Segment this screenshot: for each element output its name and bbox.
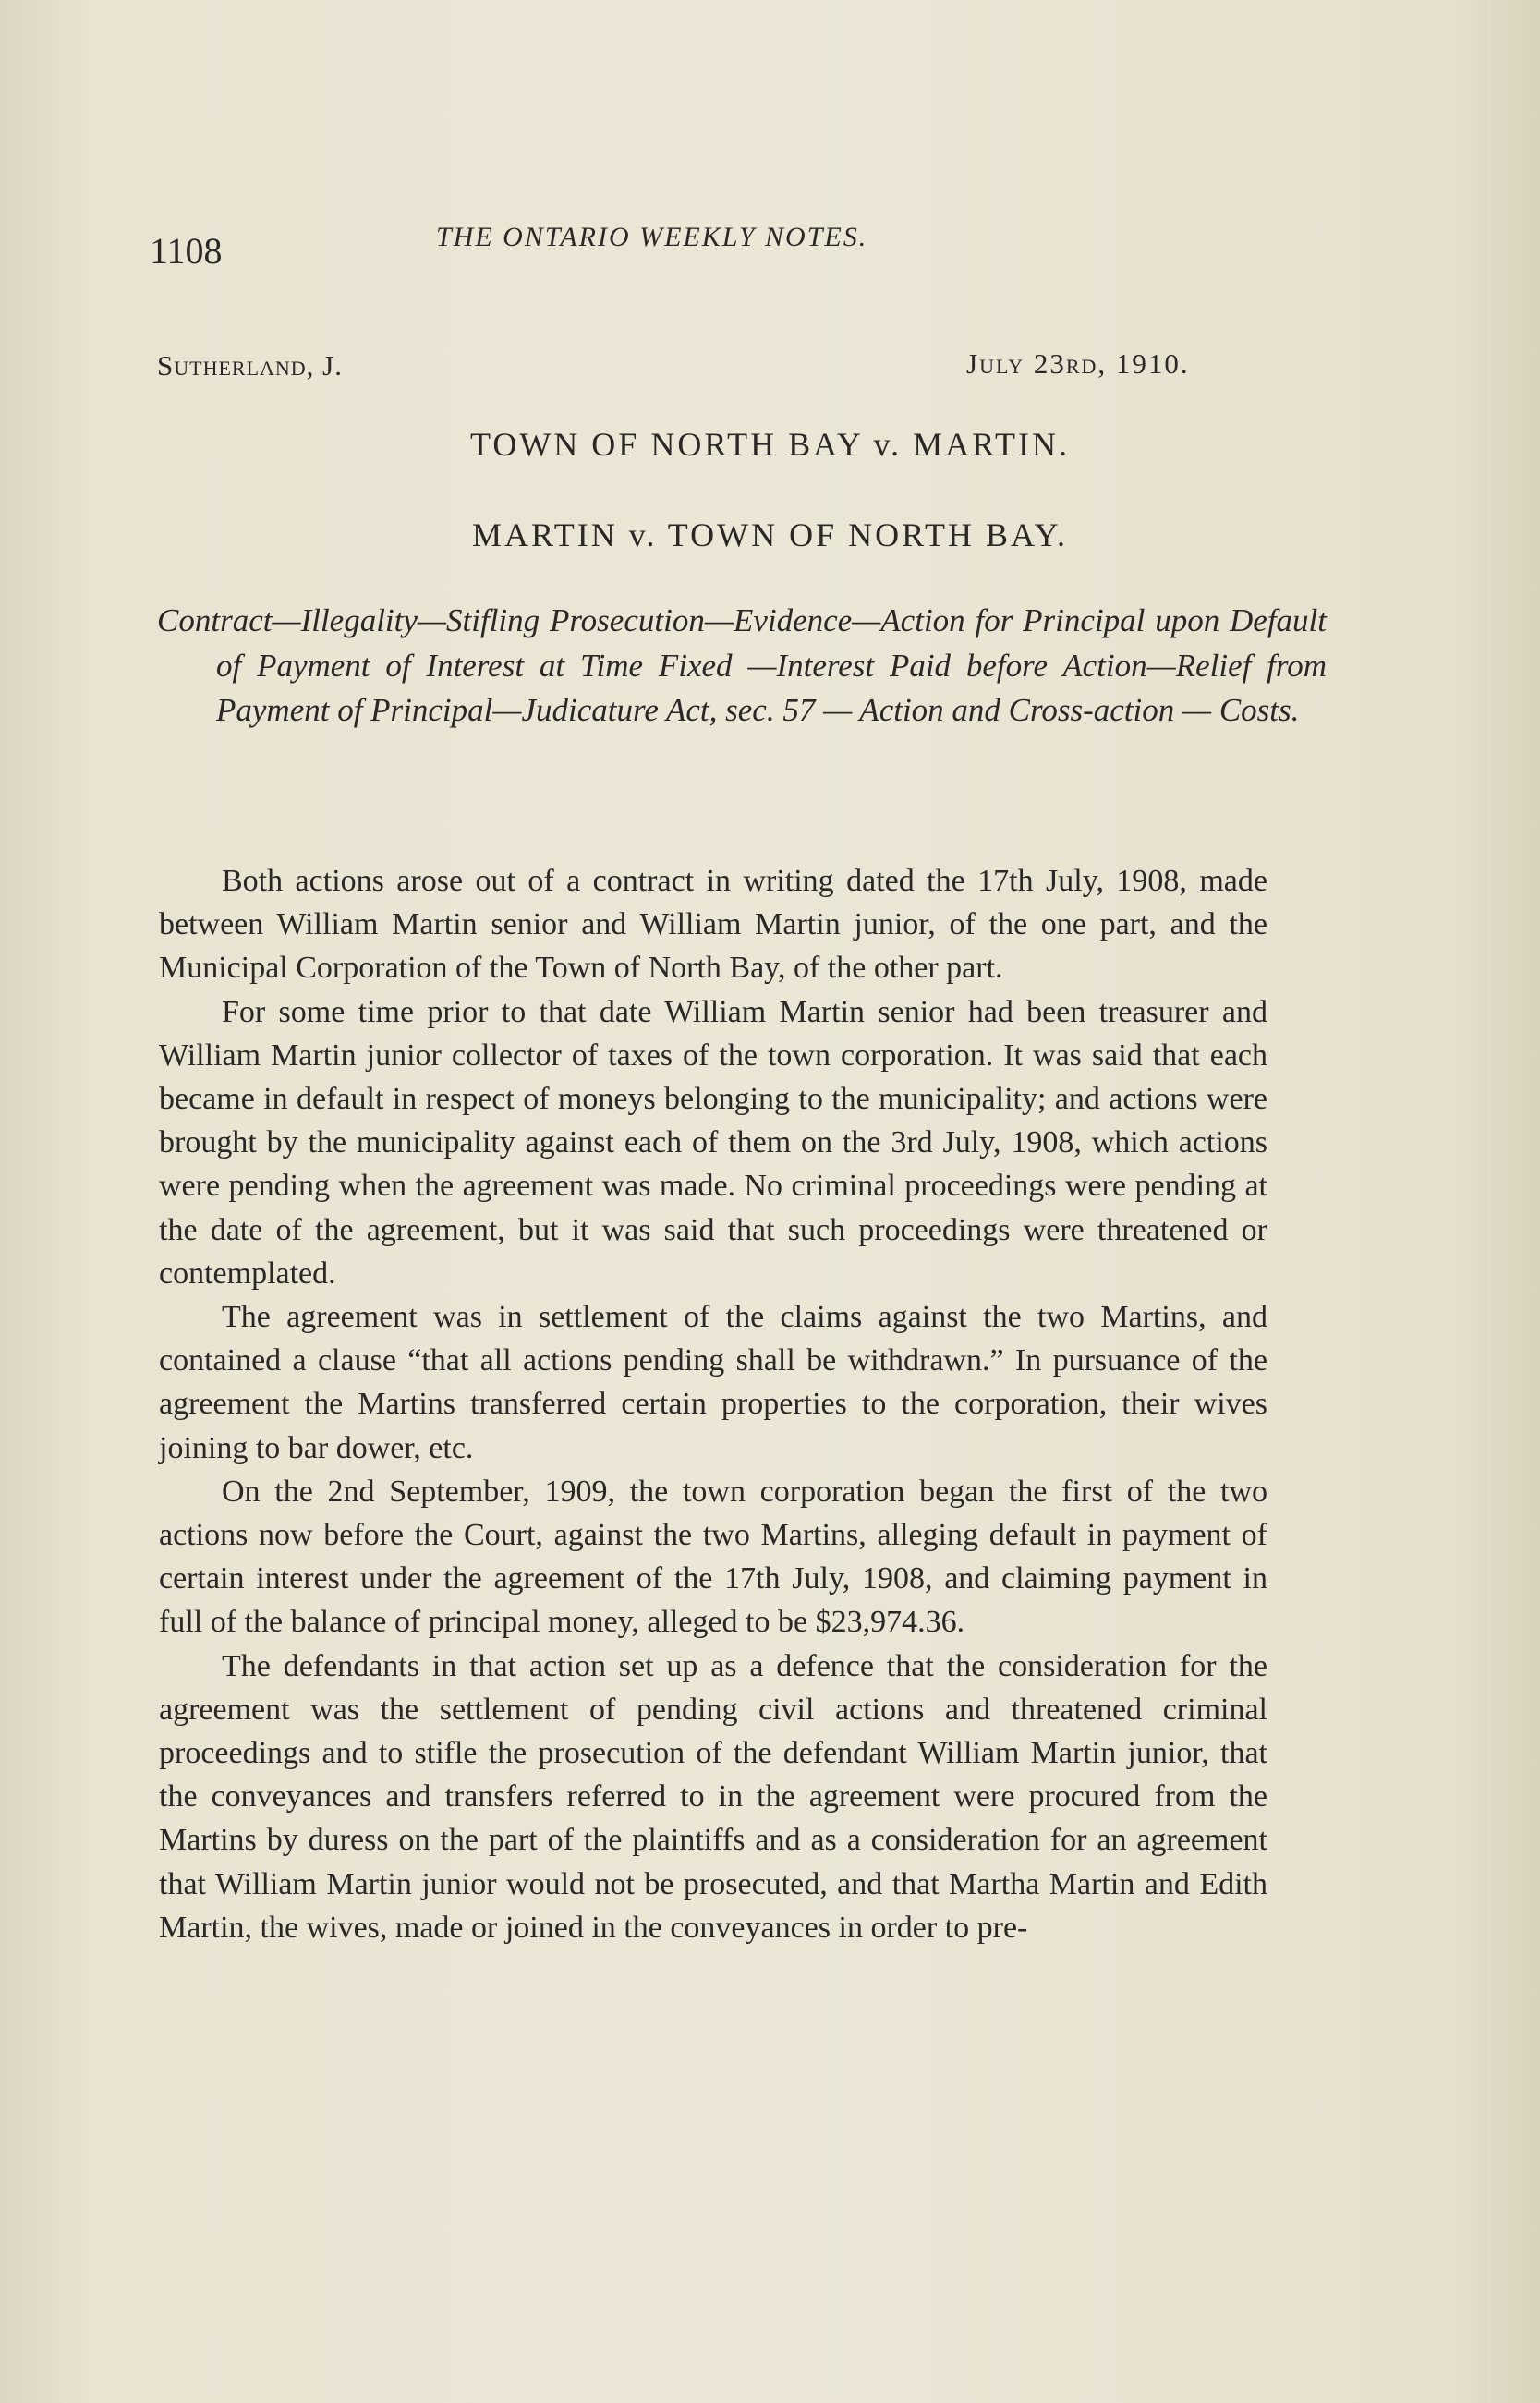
case-title-1: TOWN OF NORTH BAY v. MARTIN.: [469, 426, 1071, 463]
paragraph: For some time prior to that date William Martin senior had been treasurer and William Martin junior collector of taxes of the town corporation. It was said that each became in default in respect of moneys belonging to the municipality; and actions were brought by the municipality against each of them on the 3rd July, 1908, which actions were pending when the agreement was made. No criminal proceedings were pending at the date of the agreement, but it was said that such proceedings were threatened or contemplated.: [159, 994, 1267, 1291]
judge-name: Sutherland, J.: [157, 349, 343, 382]
page-number: 1108: [150, 230, 223, 272]
case-title-2: MARTIN v. TOWN OF NORTH BAY.: [471, 516, 1069, 553]
judgment-date: July 23rd, 1910.: [966, 347, 1190, 380]
paragraph: On the 2nd September, 1909, the town corporation began the first of the two actions now before the Court, against the two Martins, alleging default in payment of certain interest under the agreement of the 17th July, 1908, and claiming payment in full of the balance of principal money, alleged to be $23,974.36.: [159, 1474, 1267, 1640]
paragraph: The agreement was in settlement of the claims against the two Martins, and contained a clause “that all actions pending shall be withdrawn.” In pursuance of the agreement the Martins transferred certain properties to the corporation, their wives joining to bar dower, etc.: [159, 1300, 1267, 1465]
running-title: THE ONTARIO WEEKLY NOTES.: [436, 222, 868, 252]
headnote: Contract—Illegality—Stifling Prosecution—Evidence—Action for Principal upon Default of Payment of Interest at Time Fixed —Interest Paid before Action—Relief from Payment of Principal—Judicature Act, sec. 57 — Action and Cross-action — Costs.: [157, 602, 1327, 728]
body-text: [159, 859, 1267, 1949]
paragraph: Both actions arose out of a contract in writing dated the 17th July, 1908, made between William Martin senior and William Martin junior, of the one part, and the Municipal Corporation of the Town of North Bay, of the other part.: [159, 864, 1267, 986]
paragraph: The defendants in that action set up as a defence that the consideration for the agreement was the settlement of pending civil actions and threatened criminal proceedings and to stifle the prosecution of the defendant William Martin junior, that the conveyances and transfers referred to in the agreement were procured from the Martins by duress on the part of the plaintiffs and as a consideration for an agreement that William Martin junior would not be prosecuted, and that Martha Martin and Edith Martin, the wives, made or joined in the conveyances in order to pre-: [159, 1648, 1267, 1945]
